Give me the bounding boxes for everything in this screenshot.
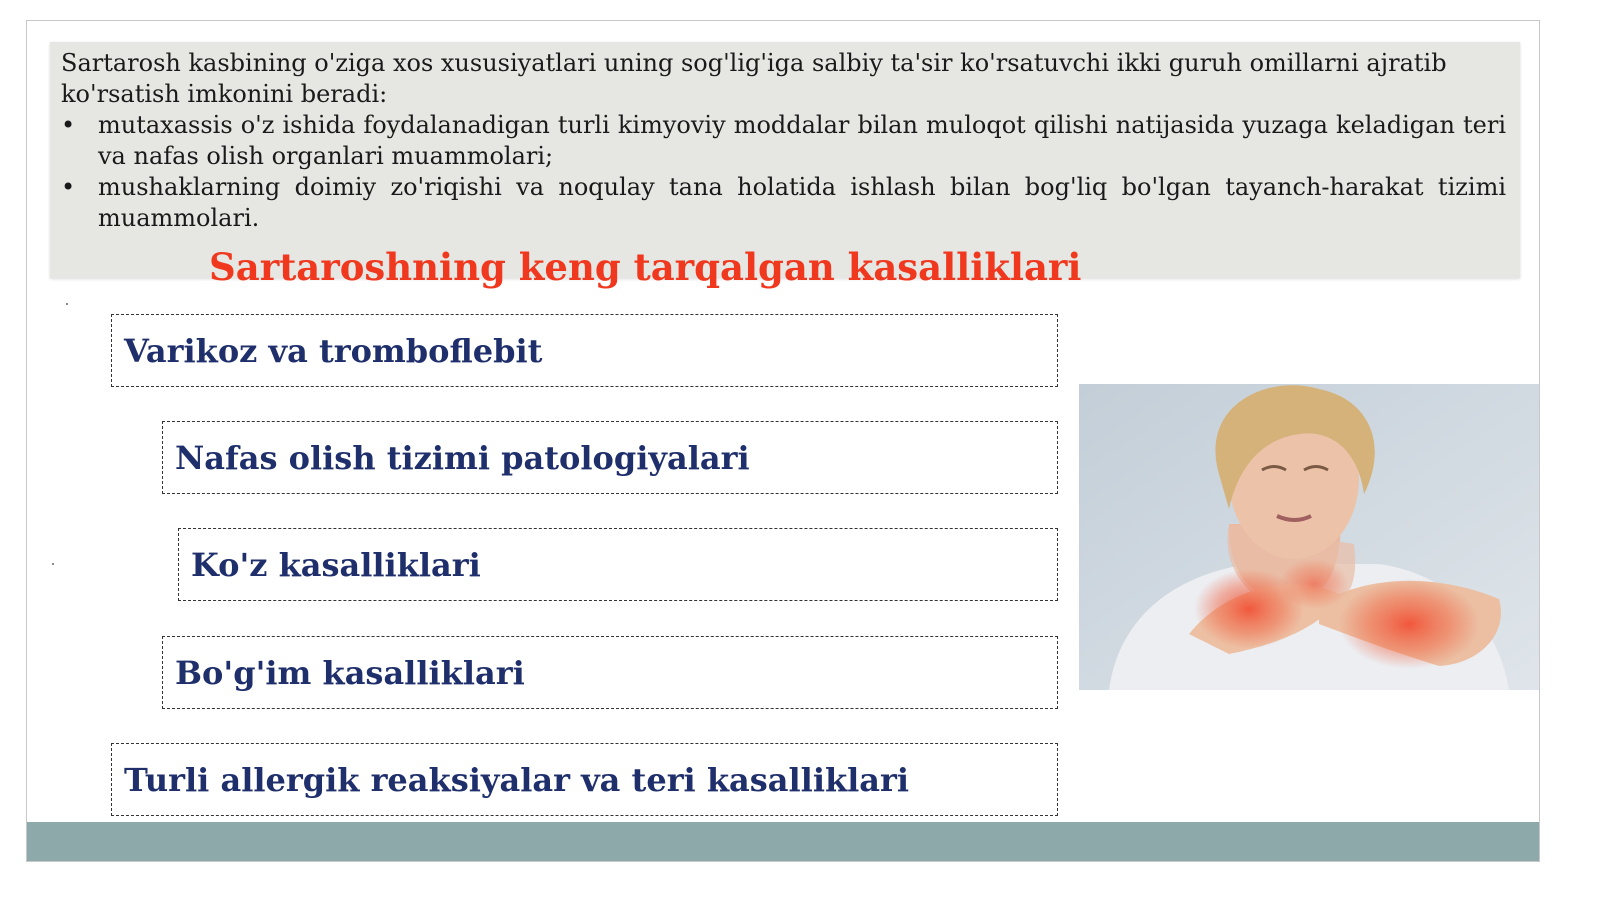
disease-item-allergy: Turli allergik reaksiyalar va teri kasalliklari (111, 743, 1058, 816)
intro-text (61, 48, 1506, 234)
disease-item-varicose: Varikoz va tromboflebit (111, 314, 1058, 387)
stray-dot (52, 563, 54, 565)
intro-bullet-list (61, 110, 1506, 234)
intro-paragraph: Sartarosh kasbining o'ziga xos xususiyatlari uning sog'lig'iga salbiy ta'sir ko'rsatuvchi ikki guruh omillarni ajratib ko'rsatish imkonini beradi: (61, 49, 1447, 108)
intro-box (50, 42, 1520, 289)
disease-item-respiratory: Nafas olish tizimi patologiyalari (162, 421, 1058, 494)
disease-item-joint: Bo'g'im kasalliklari (162, 636, 1058, 709)
bullet-icon: • (61, 111, 76, 139)
footer-bar (27, 822, 1539, 861)
intro-bullet-item (61, 110, 1506, 172)
disease-item-eye: Ko'z kasalliklari (178, 528, 1058, 601)
intro-bullet-item (61, 172, 1506, 234)
bullet-text: mushaklarning doimiy zo'riqishi va noqulay tana holatida ishlash bilan bog'liq bo'lgan tayanch-harakat tizimi muammolari. (98, 173, 1506, 232)
bullet-text: mutaxassis o'z ishida foydalanadigan turli kimyoviy moddalar bilan muloqot qilishi natijasida yuzaga keladigan teri va nafas olish organlari muammolari; (98, 111, 1506, 170)
bullet-icon: • (61, 173, 76, 201)
stray-dot (66, 303, 68, 305)
section-heading: Sartaroshning keng tarqalgan kasalliklari (209, 245, 1082, 289)
slide (26, 20, 1540, 862)
photo-woman-scratching-skin (1079, 384, 1539, 690)
